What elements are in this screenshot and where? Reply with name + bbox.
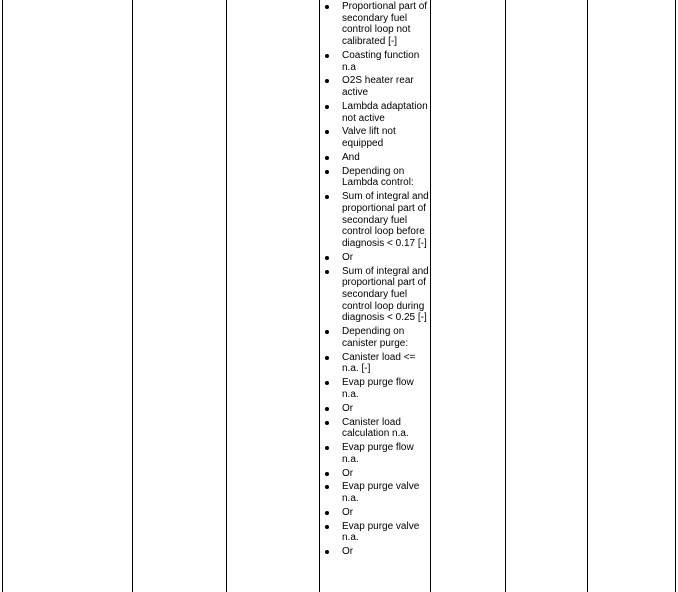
list-item-text: Evap purge valve n.a. xyxy=(342,520,420,544)
bullet-icon xyxy=(325,79,329,83)
list-item xyxy=(321,166,429,189)
bullet-icon xyxy=(325,54,329,58)
bullet-icon xyxy=(325,446,329,450)
bullet-icon xyxy=(325,421,329,425)
bullet-icon xyxy=(325,330,329,334)
bullet-icon xyxy=(325,170,329,174)
list-item xyxy=(321,352,429,375)
bullet-icon xyxy=(325,472,329,476)
bullet-icon xyxy=(325,256,329,260)
bullet-icon xyxy=(325,270,329,274)
list-item-text: Proportional part of secondary fuel control loop not calibrated [-] xyxy=(342,1,428,48)
list-item xyxy=(321,468,429,480)
list-item-text: Sum of integral and proportional part of secondary fuel control loop before diagnosis < 0.17 [-] xyxy=(342,191,429,250)
list-item xyxy=(321,481,429,504)
column-divider-2 xyxy=(226,0,227,592)
bullet-icon xyxy=(325,485,329,489)
list-item xyxy=(321,252,429,264)
column-divider-5 xyxy=(505,0,506,592)
bullet-icon xyxy=(325,381,329,385)
list-item-text: Depending on canister purge: xyxy=(342,326,409,349)
list-item xyxy=(321,546,429,558)
list-item xyxy=(321,417,429,440)
list-item xyxy=(321,326,429,349)
list-item xyxy=(321,75,429,98)
list-item xyxy=(321,377,429,400)
list-item-text: Or xyxy=(342,467,354,479)
bullet-icon xyxy=(325,525,329,529)
list-item xyxy=(321,521,429,544)
list-item-text: Canister load calculation n.a. xyxy=(342,416,409,440)
bullet-icon xyxy=(325,130,329,134)
conditions-list xyxy=(321,1,429,558)
bullet-icon xyxy=(325,156,329,160)
list-item-text: Evap purge flow n.a. xyxy=(342,442,414,465)
bullet-icon xyxy=(325,195,329,199)
list-item-text: Depending on Lambda control: xyxy=(342,165,414,189)
list-item xyxy=(321,1,429,48)
column-divider-3 xyxy=(319,0,320,592)
bullet-icon xyxy=(325,550,329,554)
enable-conditions-cell xyxy=(321,1,429,560)
list-item xyxy=(321,101,429,124)
list-item-text: Coasting function n.a xyxy=(342,49,420,73)
list-item-text: Lambda adaptation not active xyxy=(342,100,428,124)
list-item xyxy=(321,152,429,164)
bullet-icon xyxy=(325,105,329,109)
bullet-icon xyxy=(325,407,329,411)
list-item xyxy=(321,191,429,250)
list-item-text: Canister load <= n.a. [-] xyxy=(342,351,416,375)
bullet-icon xyxy=(325,511,329,515)
list-item xyxy=(321,403,429,415)
column-divider-4 xyxy=(430,0,431,592)
bullet-icon xyxy=(325,5,329,9)
list-item xyxy=(321,266,429,325)
table-border-right xyxy=(675,0,676,592)
list-item-text: Or xyxy=(342,506,354,518)
list-item xyxy=(321,507,429,519)
list-item-text: Evap purge flow n.a. xyxy=(342,377,414,400)
table-border-left xyxy=(2,0,3,592)
list-item-text: Or xyxy=(342,402,354,414)
list-item-text: Sum of integral and proportional part of secondary fuel control loop during diagnosis < 0.25 [-] xyxy=(342,265,429,324)
list-item-text: Or xyxy=(342,251,354,263)
list-item-text: Evap purge valve n.a. xyxy=(342,481,420,505)
list-item xyxy=(321,126,429,149)
list-item-text: Or xyxy=(342,546,354,558)
bullet-icon xyxy=(325,356,329,360)
column-divider-1 xyxy=(132,0,133,592)
list-item-text: And xyxy=(342,151,360,163)
list-item-text: O2S heater rear active xyxy=(342,75,414,99)
list-item xyxy=(321,50,429,73)
column-divider-6 xyxy=(587,0,588,592)
list-item-text: Valve lift not equipped xyxy=(342,126,396,150)
list-item xyxy=(321,442,429,465)
